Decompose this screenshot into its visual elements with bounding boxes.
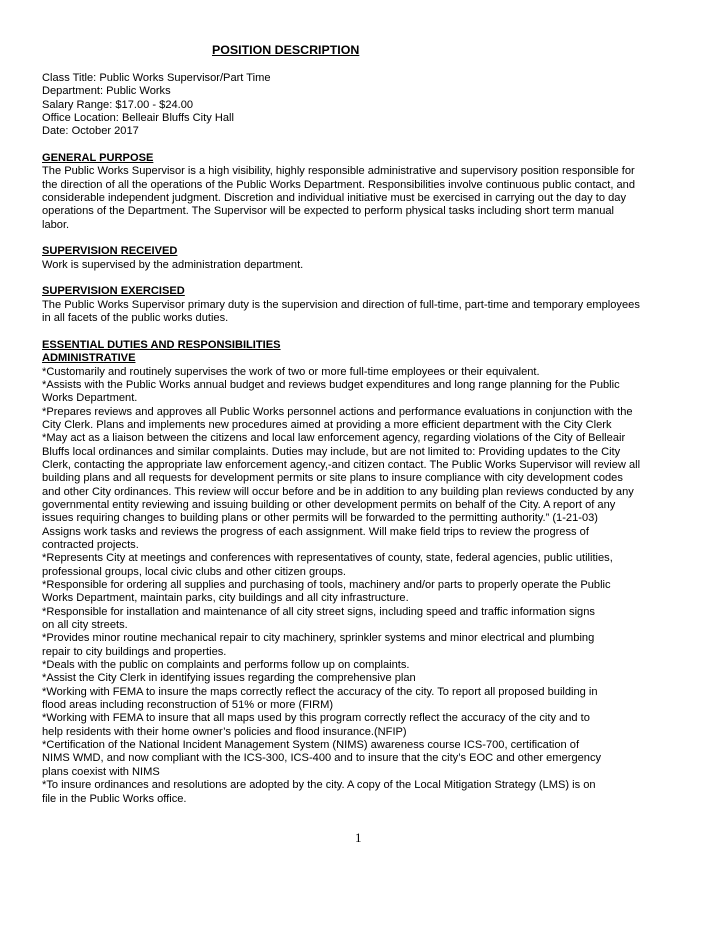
paragraph-line: operations of the Department. The Supervisor will be expected to perform physical tasks including short term manual: [42, 205, 615, 218]
duty-line: professional groups, local civic clubs and other citizen groups.: [42, 565, 347, 578]
duty-line: on all city streets.: [42, 619, 128, 632]
duty-line: *Certification of the National Incident Management System (NIMS) awareness course ICS-700, certification of: [42, 739, 580, 752]
spacer: [42, 232, 678, 245]
paragraph-line: The Public Works Supervisor is a high visibility, highly responsible administrative and supervisory position responsible for: [42, 165, 635, 178]
supervision-received-section: [42, 245, 678, 272]
duty-line: *Working with FEMA to insure the maps correctly reflect the accuracy of the city. To report all proposed building in: [42, 685, 598, 698]
duty-line: help residents with their home owner’s policies and flood insurance.(NFIP): [42, 725, 407, 738]
paragraph-line: The Public Works Supervisor primary duty is the supervision and direction of full-time, part-time and temporary employees: [42, 298, 640, 311]
duty-line: *Represents City at meetings and conferences with representatives of county, state, federal agencies, public utilities,: [42, 552, 613, 565]
duty-line: plans coexist with NIMS: [42, 765, 160, 778]
duty-line: *Customarily and routinely supervises the work of two or more full-time employees or their equivalent.: [42, 365, 540, 378]
duty-line: *Assists with the Public Works annual budget and reviews budget expenditures and long range planning for the Public: [42, 378, 620, 391]
duty-line: *Prepares reviews and approves all Public Works personnel actions and performance evaluations in conjunction with the: [42, 405, 633, 418]
subsection-heading: ADMINISTRATIVE: [42, 352, 136, 365]
spacer: [42, 325, 678, 338]
duty-line: and other City ordinances. This review will occur before and be in addition to any building plan reviews conducted by any: [42, 485, 634, 498]
spacer: [42, 272, 678, 285]
duty-line: file in the Public Works office.: [42, 792, 187, 805]
duty-line: *Deals with the public on complaints and performs follow up on complaints.: [42, 659, 410, 672]
essential-duties-section: [42, 339, 678, 806]
duty-line: Works Department, maintain parks, city buildings and all city infrastructure.: [42, 592, 409, 605]
section-heading: GENERAL PURPOSE: [42, 152, 154, 164]
paragraph-line: labor.: [42, 218, 70, 231]
position-header: [42, 72, 678, 139]
duty-line: Clerk, contacting the appropriate law enforcement agency,-and citizen contact. The Public Works Supervisor will review all: [42, 458, 641, 471]
paragraph-line: in all facets of the public works duties.: [42, 312, 229, 325]
date: Date: October 2017: [42, 125, 139, 138]
duty-line: *Provides minor routine mechanical repair to city machinery, sprinkler systems and minor electrical and plumbing: [42, 632, 595, 645]
salary-range: Salary Range: $17.00 - $24.00: [42, 98, 194, 111]
department: Department: Public Works: [42, 85, 171, 98]
duty-line: *To insure ordinances and resolutions are adopted by the city. A copy of the Local Mitigation Strategy (LMS) is on: [42, 779, 596, 792]
duty-line: Assigns work tasks and reviews the progress of each assignment. Will make field trips to review the progress of: [42, 525, 589, 538]
supervision-exercised-section: [42, 285, 678, 325]
class-title: Class Title: Public Works Supervisor/Part Time: [42, 72, 271, 84]
general-purpose-section: [42, 152, 678, 232]
duty-line: contracted projects.: [42, 538, 139, 551]
duty-line: governmental entity reviewing and issuing building or other development permits on behalf of the City. A report of any: [42, 498, 616, 511]
paragraph-line: Work is supervised by the administration department.: [42, 258, 304, 271]
duty-line: repair to city buildings and properties.: [42, 645, 227, 658]
paragraph-line: the direction of all the operations of the Public Works Department. Responsibilities involve continuous public contact, and: [42, 178, 636, 191]
page-number: 1: [355, 830, 362, 845]
office-location: Office Location: Belleair Bluffs City Hall: [42, 112, 234, 125]
duty-line: issues requiring changes to building plans or other permits will be forwarded to the permitting authority.” (1-21-03): [42, 512, 598, 525]
duty-line: *May act as a liaison between the citizens and local law enforcement agency, regarding violations of the City of Belleair: [42, 432, 626, 445]
section-heading: SUPERVISION RECEIVED: [42, 245, 178, 258]
duty-line: Bluffs local ordinances and similar complaints. Duties may include, but are not limited to: Providing updates to the City: [42, 445, 621, 458]
duty-line: *Working with FEMA to insure that all maps used by this program correctly reflect the accuracy of the city and to: [42, 712, 590, 725]
duty-line: *Assist the City Clerk in identifying issues regarding the comprehensive plan: [42, 672, 416, 685]
duty-line: *Responsible for ordering all supplies and purchasing of tools, machinery and/or parts to properly operate the Public: [42, 579, 611, 591]
document-body: [42, 152, 678, 806]
paragraph-line: considerable independent judgment. Discretion and individual initiative must be exercised in carrying out the day to day: [42, 192, 626, 205]
duty-line: City Clerk. Plans and implements new procedures aimed at providing a more efficient department with the City Clerk: [42, 418, 612, 431]
page-title: POSITION DESCRIPTION: [212, 43, 360, 57]
section-heading: ESSENTIAL DUTIES AND RESPONSIBILITIES: [42, 338, 281, 351]
duty-line: NIMS WMD, and now compliant with the ICS-300, ICS-400 and to insure that the city’s EOC and other emergency: [42, 752, 602, 765]
duty-line: building plans and all requests for development permits or site plans to insure compliance with city development codes: [42, 472, 623, 485]
duty-line: *Responsible for installation and maintenance of all city street signs, including speed and traffic information signs: [42, 605, 595, 618]
section-heading: SUPERVISION EXERCISED: [42, 285, 185, 298]
duty-line: Works Department.: [42, 392, 138, 405]
duty-line: flood areas including reconstruction of 51% or more (FIRM): [42, 699, 334, 712]
